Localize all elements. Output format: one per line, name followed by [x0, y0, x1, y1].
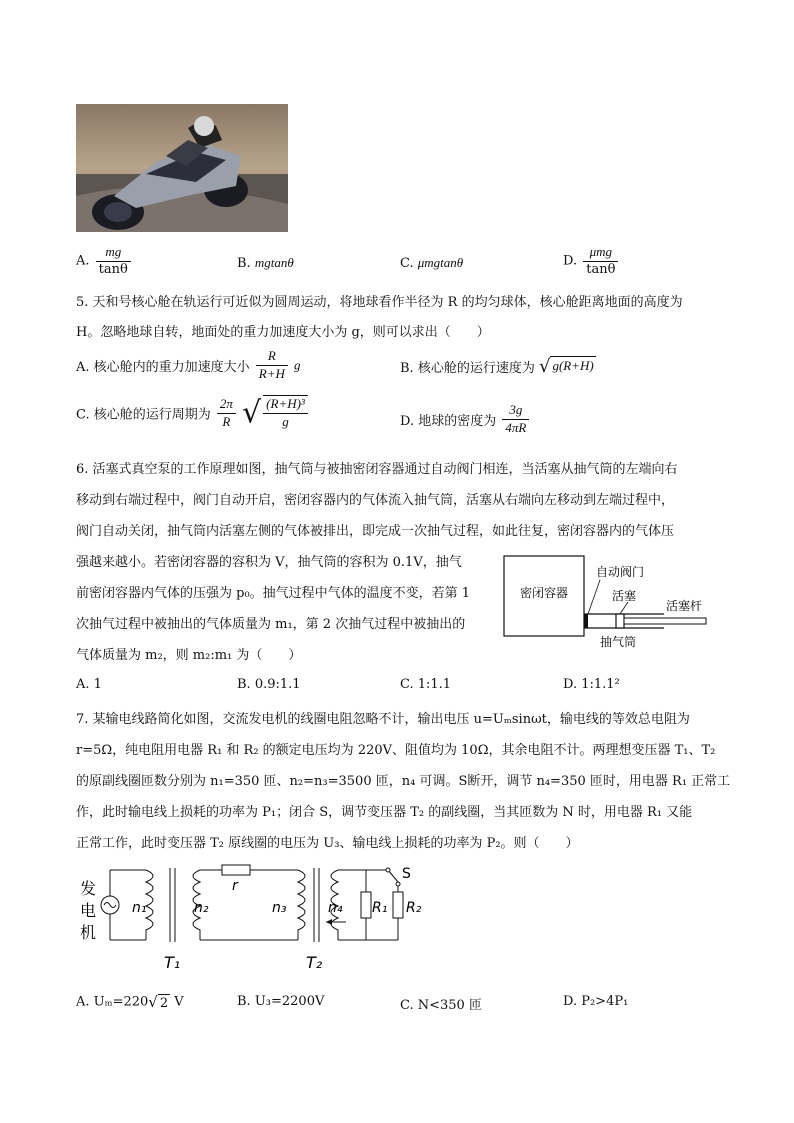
switch-label: S [402, 866, 411, 882]
q5-stem-line-1: 5. 天和号核心舱在轨运行可近似为圆周运动，将地球看作半径为 R 的均匀球体，核心舱距离地面的高度为 [76, 295, 683, 310]
q7-line-5: 正常工作，此时变压器 T₂ 原线圈的电压为 U₃、输电线上损耗的功率为 P₂。则（ ） [76, 836, 579, 851]
q4-option-a: A. $\frac{mg}{\tan\theta}$ [76, 244, 133, 278]
t1-label: T₁ [164, 953, 181, 972]
q7-line-4: 作，此时输电线上损耗的功率为 P₁；闭合 S，调节变压器 T₂ 的副线圈，当其匝数为 N 时，用电器 R₁ 又能 [76, 805, 693, 820]
gen-char-3: 机 [80, 923, 97, 942]
piston-label: 活塞 [612, 589, 637, 603]
q7-option-a: A. Uₘ=220√ 2 V [76, 993, 184, 1011]
q6-line-2: 移动到右端过程中，阀门自动开启，密闭容器内的气体流入抽气筒，活塞从右端向左移动到左端过程中， [76, 493, 675, 508]
q4-option-c: C. μmgtanθ [400, 255, 464, 271]
valve-label: 自动阀门 [596, 565, 645, 579]
q6-line-6: 次抽气过程中被抽出的气体质量为 m₁，第 2 次抽气过程中被抽出的 [76, 617, 466, 632]
q6-option-b: B. 0.9:1.1 [237, 677, 301, 692]
q5-option-b: B. 核心舱的运行速度为 √ g(R+H) [400, 356, 594, 377]
vacuum-pump-diagram [500, 552, 712, 652]
q6-line-3: 阀门自动关闭，抽气筒内活塞左侧的气体被排出，即完成一次抽气过程，如此往复，密闭容器内的气体压 [76, 524, 675, 539]
q4-option-b: B. mgtanθ [237, 255, 294, 271]
q6-line-5: 前密闭容器内气体的压强为 p₀。抽气过程中气体的温度不变，若第 1 [76, 586, 471, 601]
q4-a-denominator: tanθ [98, 262, 128, 277]
r-label: r [232, 878, 238, 894]
q6-option-a: A. 1 [76, 677, 102, 692]
q5-option-d: D. 地球的密度为 $\frac{3g}{4\pi R}$ [400, 402, 531, 437]
q6-line-7: 气体质量为 m₂，则 m₂:m₁ 为（ ） [76, 648, 302, 663]
transmission-circuit-diagram [76, 860, 436, 972]
q5-option-a: A. 核心舱内的重力加速度大小 $\frac{R}{R+H}$ g [76, 348, 301, 381]
q5-stem-line-2: H。忽略地球自转，地面处的重力加速度大小为 g，则可以求出（ ） [76, 325, 490, 340]
gen-char-2: 电 [80, 901, 97, 920]
q7-option-c: C. N<350 匝 [400, 998, 482, 1013]
cylinder-label: 抽气筒 [600, 635, 637, 649]
t2-label: T₂ [306, 953, 323, 972]
n1-label: n₁ [132, 900, 147, 916]
q6-line-4: 强越来越小。若密闭容器的容积为 V，抽气筒的容积为 0.1V，抽气 [76, 555, 462, 570]
q7-option-b: B. U₃=2200V [237, 994, 325, 1009]
q6-line-1: 6. 活塞式真空泵的工作原理如图，抽气筒与被抽密闭容器通过自动阀门相连，当活塞从抽气筒的左端向右 [76, 462, 678, 477]
q6-option-c: C. 1:1.1 [400, 677, 452, 692]
q7-line-1: 7. 某输电线路简化如图，交流发电机的线圈电阻忽略不计，输出电压 u=Uₘsinωt，输电线的等效总电阻为 [76, 712, 690, 727]
r2-label: R₂ [406, 900, 422, 916]
n4-label: n₄ [328, 900, 343, 916]
q4-a-numerator: mg [105, 244, 122, 259]
q4-d-denominator: tanθ [586, 262, 616, 277]
q6-option-d: D. 1:1.1² [563, 677, 620, 692]
q4-option-d: D. $\frac{\text{μmg}}{\tan\theta}$ [563, 244, 620, 278]
n3-label: n₃ [272, 900, 287, 916]
r1-label: R₁ [372, 900, 388, 916]
motorcycle-photo [76, 104, 288, 232]
q7-option-d: D. P₂>4P₁ [563, 994, 629, 1009]
n2-label: n₂ [194, 900, 209, 916]
q7-line-3: 的原副线圈匝数分别为 n₁=350 匝、n₂=n₃=3500 匝，n₄ 可调。S断开，调节 n₄=350 匝时，用电器 R₁ 正常工 [76, 774, 731, 789]
q4-d-numerator: μmg [589, 244, 613, 259]
q5-option-c: C. 核心舱的运行周期为 $\frac{2\pi}{R}$ √ $\frac{\text{(R+H)³}}{g}$ [76, 395, 310, 431]
rod-label: 活塞杆 [666, 599, 703, 613]
q7-line-2: r=5Ω，纯电阻用电器 R₁ 和 R₂ 的额定电压均为 220V、阻值均为 10Ω，其余电阻不计。两理想变压器 T₁、T₂ [76, 743, 716, 758]
container-label: 密闭容器 [519, 586, 569, 600]
gen-char-1: 发 [80, 879, 97, 898]
